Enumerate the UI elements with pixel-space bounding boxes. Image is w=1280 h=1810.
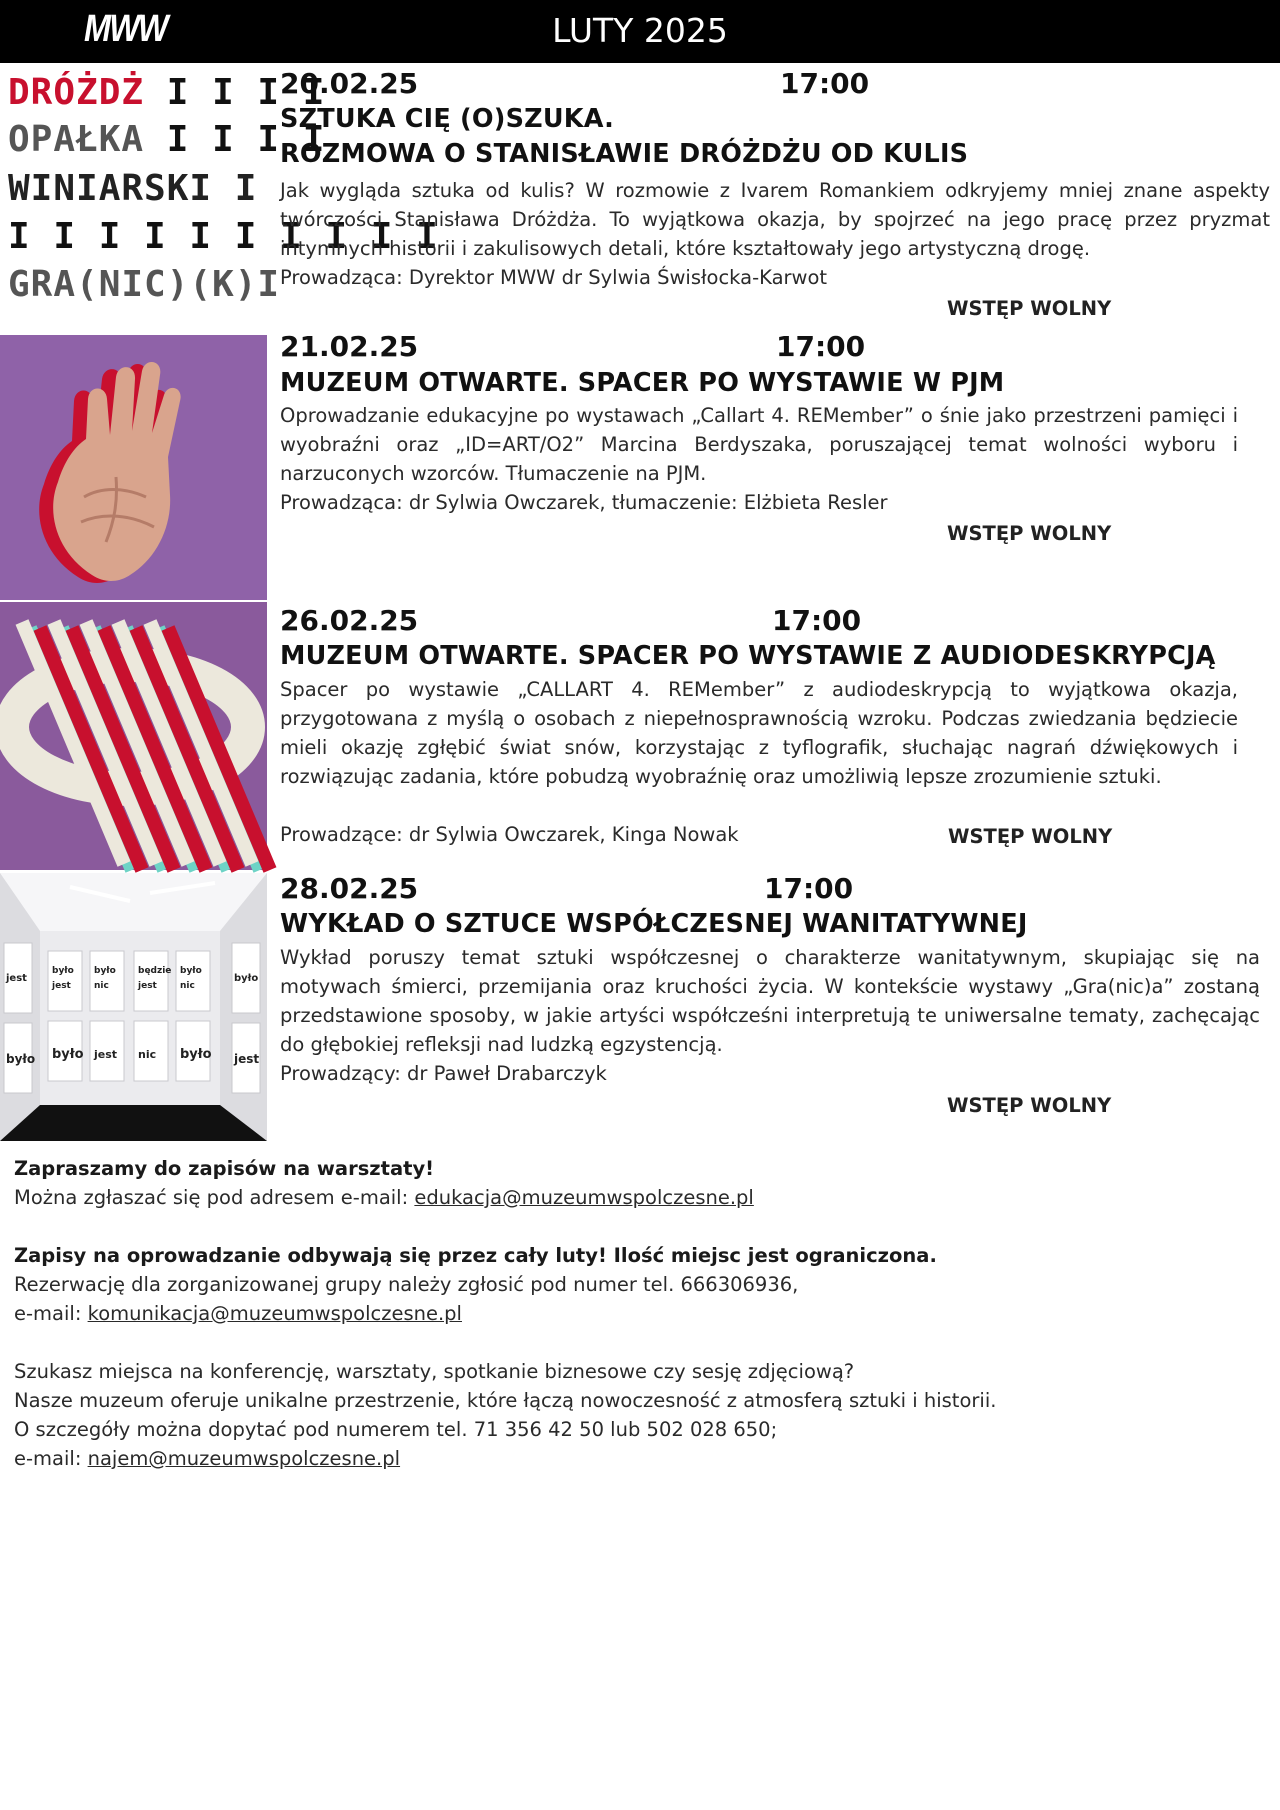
rent-email-line <box>14 1444 1254 1473</box>
event-content <box>280 330 1238 595</box>
event-thumbnail-hand <box>0 335 267 600</box>
svg-text:jest: jest <box>6 973 27 984</box>
eye-stripes-icon <box>0 602 267 870</box>
event-description: Oprowadzanie edukacyjne po wystawach „Callart 4. REMember” o śnie jako przestrzeni pamięci i wyobraźni oraz „ID=ART/O2” Marcina Berdyszaka, poruszającej temat wolności wyboru i narzuconych wzorców. Tłumaczenie na PJM. <box>280 404 1238 485</box>
workshops-line <box>14 1183 1254 1212</box>
thumb-row: DRÓŻDŻ I I I I <box>8 72 326 113</box>
rent-email-label: e-mail: <box>14 1447 88 1470</box>
event-title <box>280 102 968 172</box>
event-description: Wykład poruszy temat sztuki współczesnej o charakterze wanitatywnym, skupiając się na motywach śmierci, przemijania oraz kruchości życia. W kontekście wystawy „Gra(nic)a” zostaną przedstawione sposoby, w jakie artyści współcześni interpretują te uniwersalne tematy, zachęcając do głębokiej refleksji nad ludzką egzystencją. <box>280 946 1260 1056</box>
admission-badge: WSTĘP WOLNY <box>947 297 1112 320</box>
svg-text:było: było <box>180 966 202 976</box>
event-thumbnail-eye <box>0 602 267 870</box>
tours-email-line <box>14 1299 1254 1328</box>
svg-text:nic: nic <box>180 981 195 991</box>
event-date: 20.02.25 <box>280 67 419 100</box>
thumb-row: I I I I I I I I I I <box>8 216 439 257</box>
event-time: 17:00 <box>776 330 866 363</box>
page-title: LUTY 2025 <box>552 11 728 50</box>
rent-line: Nasze muzeum oferuje unikalne przestrzenie, które łączą nowoczesność z atmosferą sztuki i historii. <box>14 1389 997 1412</box>
event-time: 17:00 <box>780 67 870 100</box>
svg-text:było: było <box>6 1052 36 1066</box>
event-description: Spacer po wystawie „CALLART 4. REMember” z audiodeskrypcją to wyjątkowa okazja, przygotowana z myślą o osobach z niepełnosprawnością wzroku. Podczas zwiedzania będziecie mieli okazję zgłębić świat snów, korzystając z tyflografik, słuchając nagrań dźwiękowych i rozwiązując zadania, które pobudzą wyobraźnię oraz umożliwią lepsze zrozumienie sztuki. <box>280 678 1238 788</box>
event-time: 17:00 <box>764 872 854 905</box>
event-title <box>280 366 1004 401</box>
thumb-row: GRA(NIC)(K)I <box>8 264 281 305</box>
svg-text:jest: jest <box>52 981 71 991</box>
tours-email-label: e-mail: <box>14 1302 88 1325</box>
tours-email-link[interactable]: komunikacja@muzeumwspolczesne.pl <box>87 1302 462 1325</box>
rent-email-link[interactable]: najem@muzeumwspolczesne.pl <box>87 1447 401 1470</box>
event-title-line: ROZMOWA O STANISŁAWIE DRÓŻDŻU OD KULIS <box>280 139 969 169</box>
museum-logo[interactable]: MWW <box>84 8 167 50</box>
svg-text:jest: jest <box>94 1048 118 1061</box>
svg-text:jest: jest <box>234 1052 260 1066</box>
thumb-row: OPAŁKA I I I I <box>8 119 326 160</box>
event-date: 28.02.25 <box>280 872 419 905</box>
svg-text:nic: nic <box>94 981 109 991</box>
rent-line: Szukasz miejsca na konferencję, warsztaty, spotkanie biznesowe czy sesję zdjęciową? <box>14 1360 855 1383</box>
event-card <box>0 600 1280 870</box>
gallery-photo-icon <box>0 873 267 1141</box>
admission-badge: WSTĘP WOLNY <box>948 825 1113 848</box>
footer-info <box>14 1154 1254 1473</box>
event-content <box>280 67 1270 328</box>
event-host: Prowadzący: dr Paweł Drabarczyk <box>280 1062 607 1085</box>
event-content <box>280 872 1260 1137</box>
event-content <box>280 604 1238 869</box>
event-title <box>280 639 1216 674</box>
event-card <box>0 328 1280 600</box>
event-title-line: WYKŁAD O SZTUCE WSPÓŁCZESNEJ WANITATYWNEJ <box>280 909 1028 939</box>
svg-text:było: było <box>94 966 116 976</box>
svg-text:było: było <box>234 973 259 984</box>
tours-text: Rezerwację dla zorganizowanej grupy należy zgłosić pod numer tel. 666306936, <box>14 1273 799 1296</box>
event-host: Prowadząca: dr Sylwia Owczarek, tłumaczenie: Elżbieta Resler <box>280 491 888 514</box>
header-bar <box>0 0 1280 63</box>
event-description: Jak wygląda sztuka od kulis? W rozmowie z Ivarem Romankiem odkryjemy mniej znane aspekty twórczości Stanisława Dróżdża. To wyjątkowa okazja, by spojrzeć na jego pracę przez pryzmat intymnych historii i zakulisowych detali, które kształtowały jego artystyczną drogę. <box>280 179 1270 260</box>
event-host: Prowadzące: dr Sylwia Owczarek, Kinga Nowak <box>280 823 739 846</box>
workshops-email-link[interactable]: edukacja@muzeumwspolczesne.pl <box>414 1186 754 1209</box>
event-date: 26.02.25 <box>280 604 419 637</box>
svg-text:nic: nic <box>138 1048 157 1061</box>
svg-text:było: było <box>52 1047 84 1062</box>
event-thumbnail-gallery <box>0 873 267 1141</box>
event-title <box>280 907 1028 942</box>
svg-text:będzie: będzie <box>138 966 172 976</box>
svg-text:było: było <box>52 966 74 976</box>
event-date: 21.02.25 <box>280 330 419 363</box>
raised-hand-icon <box>0 335 267 600</box>
thumb-row: WINIARSKI I <box>8 168 258 209</box>
event-title-line: SZTUKA CIĘ (O)SZUKA. <box>280 104 615 134</box>
event-time: 17:00 <box>772 604 862 637</box>
admission-badge: WSTĘP WOLNY <box>947 1094 1112 1117</box>
svg-text:było: było <box>180 1047 212 1062</box>
workshops-heading: Zapraszamy do zapisów na warsztaty! <box>14 1157 435 1180</box>
event-title-line: MUZEUM OTWARTE. SPACER PO WYSTAWIE W PJM <box>280 368 1005 398</box>
svg-text:jest: jest <box>138 981 157 991</box>
rent-line: O szczegóły można dopytać pod numerem tel. 71 356 42 50 lub 502 028 650; <box>14 1418 778 1441</box>
event-host: Prowadząca: Dyrektor MWW dr Sylwia Świsłocka-Karwot <box>280 266 828 289</box>
event-card <box>0 870 1280 1142</box>
tours-heading: Zapisy na oprowadzanie odbywają się przez cały luty! Ilość miejsc jest ograniczona. <box>14 1244 937 1267</box>
event-title-line: MUZEUM OTWARTE. SPACER PO WYSTAWIE Z AUDIODESKRYPCJĄ <box>280 641 1216 671</box>
workshops-text: Można zgłaszać się pod adresem e-mail: <box>14 1186 415 1209</box>
admission-badge: WSTĘP WOLNY <box>947 522 1112 545</box>
event-card <box>0 63 1280 328</box>
